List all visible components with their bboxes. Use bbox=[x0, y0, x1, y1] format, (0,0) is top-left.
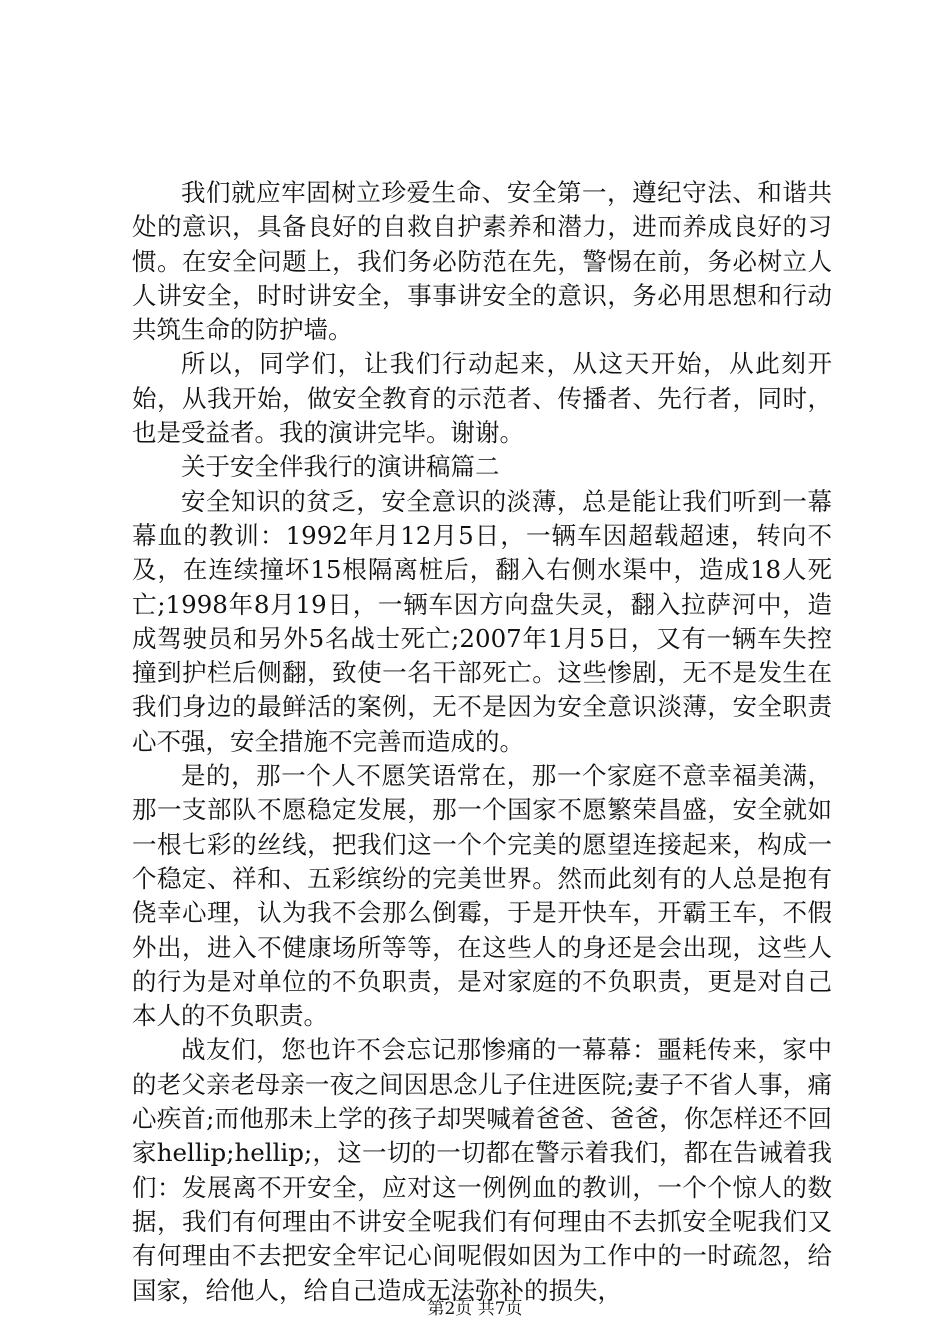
paragraph: 我们就应牢固树立珍爱生命、安全第一，遵纪守法、和谐共处的意识，具备良好的自救自护素养和潜力，进而养成良好的习惯。在安全问题上，我们务必防范在先，警惕在前，务必树立人人讲安全，时时讲安全，事事讲安全的意识，务必用思想和行动共筑生命的防护墙。 bbox=[132, 178, 832, 345]
paragraph: 安全知识的贫乏，安全意识的淡薄，总是能让我们听到一幕幕血的教训：1992年月12月5日，一辆车因超载超速，转向不及，在连续撞坏15根隔离桩后，翻入右侧水渠中，造成18人死亡;1998年8月19日，一辆车因方向盘失灵，翻入拉萨河中，造成驾驶员和另外5名战士死亡;2007年1月5日，又有一辆车失控撞到护栏后侧翻，致使一名干部死亡。这些惨剧，无不是发生在我们身边的最鲜活的案例，无不是因为安全意识淡薄，安全职责心不强，安全措施不完善而造成的。 bbox=[132, 486, 832, 756]
paragraph: 所以，同学们，让我们行动起来，从这天开始，从此刻开始，从我开始，做安全教育的示范者、传播者、先行者，同时，也是受益者。我的演讲完毕。谢谢。 bbox=[132, 349, 832, 448]
section-heading: 关于安全伴我行的演讲稿篇二 bbox=[181, 452, 500, 482]
paragraph: 战友们，您也许不会忘记那惨痛的一幕幕：噩耗传来，家中的老父亲老母亲一夜之间因思念儿子住进医院;妻子不省人事，痛心疾首;而他那未上学的孩子却哭喊着爸爸、爸爸，你怎样还不回家hellip;hellip;，这一切的一切都在警示着我们，都在告诫着我们：发展离不开安全，应对这一例例血的教训，一个个惊人的数据，我们有何理由不讲安全呢我们有何理由不去抓安全呢我们又有何理由不去把安全牢记心间呢假如因为工作中的一时疏忽，给国家，给他人，给自己造成无法弥补的损失， bbox=[132, 1035, 832, 1305]
paragraph: 是的，那一个人不愿笑语常在，那一个家庭不意幸福美满，那一支部队不愿稳定发展，那一个国家不愿繁荣昌盛，安全就如一根七彩的丝线，把我们这一个个完美的愿望连接起来，构成一个稳定、祥和、五彩缤纷的完美世界。然而此刻有的人总是抱有侥幸心理，认为我不会那么倒霉，于是开快车，开霸王车，不假外出，进入不健康场所等等，在这些人的身还是会出现，这些人的行为是对单位的不负职责，是对家庭的不负职责，更是对自己本人的不负职责。 bbox=[132, 761, 832, 1031]
page-number-footer: 第2页 共7页 bbox=[427, 1299, 523, 1319]
document-body bbox=[132, 176, 832, 1308]
